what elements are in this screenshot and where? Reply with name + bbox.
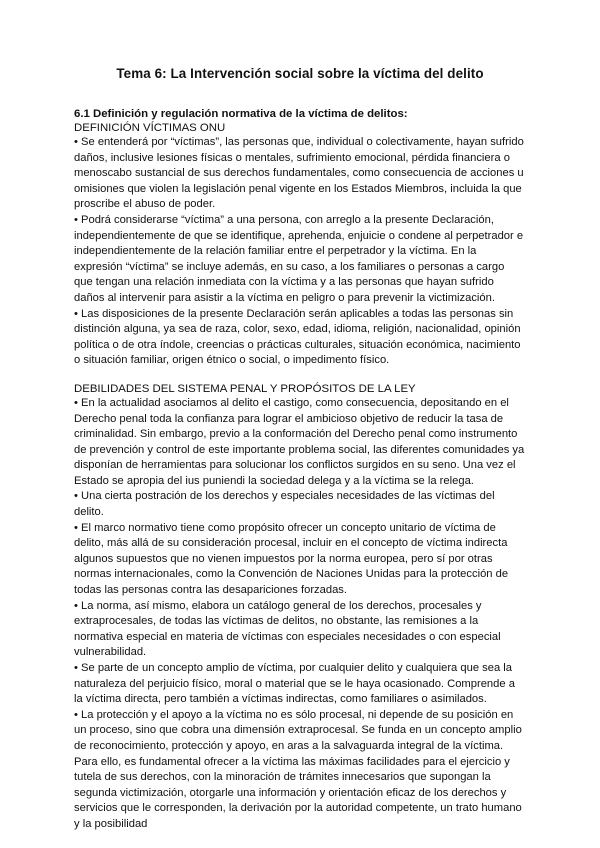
paragraph: • En la actualidad asociamos al delito el castigo, como consecuencia, depositando en el Derecho penal toda la confianza para lograr el ambicioso objetivo de reducir la tasa de criminalidad. Sin embargo, previo a la conformación del Derecho penal como instrumento de prevención y control de este importante problema social, las diferentes comunidades ya disponían de herramientas para solucionar los conflictos surgidos en su seno. Una vez el Estado se apropia del ius puniendi la sociedad delega y a la víctima se la relega. (74, 396, 525, 487)
paragraph: • La norma, así mismo, elabora un catálogo general de los derechos, procesales y extraprocesales, de todas las víctimas de delitos, no obstante, las remisiones a la normativa especial en materia de víctimas con especiales necesidades o con especial vulnerabilidad. (74, 599, 501, 659)
paragraph: • Se entenderá por “víctimas”, las personas que, individual o colectivamente, hayan sufrido daños, inclusive lesiones físicas o mentales, sufrimiento emocional, pérdida financiera o menoscabo sustancial de sus derechos fundamentales, como consecuencia de acciones u omisiones que violen la legislación penal vigente en los Estados Miembros, incluida la que proscribe el abuso de poder. (74, 136, 524, 211)
paragraph: • Las disposiciones de la presente Declaración serán aplicables a todas las personas sin distinción alguna, ya sea de raza, color, sexo, edad, idioma, religión, nacionalidad, opinión política o de otra índole, creencias o prácticas culturales, situación económica, nacimiento o situación familiar, origen étnico o social, o impedimento físico. (74, 307, 521, 367)
paragraph: • La protección y el apoyo a la víctima no es sólo procesal, ni depende de su posición en un proceso, sino que cobra una dimensión extraprocesal. Se funda en un concepto amplio de reconocimiento, protección y apoyo, en aras a la salvaguarda integral de la víctima. Para ello, es fundamental ofrecer a la víctima las máximas facilidades para el ejercicio y tutela de sus derechos, con la minoración de trámites innecesarios que supongan la segunda victimización, otorgarle una información y orientación eficaz de los derechos y servicios que le corresponden, la derivación por la autoridad competente, un trato humano y la posibilidad (74, 708, 522, 830)
paragraph: • Una cierta postración de los derechos y especiales necesidades de las víctimas del delito. (74, 490, 495, 519)
page-title: Tema 6: La Intervención social sobre la víctima del delito (116, 66, 484, 81)
subheading-debilidades: DEBILIDADES DEL SISTEMA PENAL Y PROPÓSITOS DE LA LEY (74, 382, 416, 395)
paragraph: • Podrá considerarse “víctima” a una persona, con arreglo a la presente Declaración, independientemente de que se identifique, aprehenda, enjuicie o condene al perpetrador e independientemente de la relación familiar entre el perpetrador y la víctima. En la expresión “víctima” se incluye además, en su caso, a los familiares o personas a cargo que tengan una relación inmediata con la víctima y a las personas que hayan sufrido daños al intervenir para asistir a la víctima en peligro o para prevenir la victimización. (74, 213, 524, 304)
section-spacer (74, 369, 526, 382)
section-heading: 6.1 Definición y regulación normativa de la víctima de delitos: (74, 108, 408, 120)
paragraph: • Se parte de un concepto amplio de víctima, por cualquier delito y cualquiera que sea la naturaleza del perjuicio físico, moral o material que se le haya ocasionado. Comprende a la víctima directa, pero también a víctimas indirectas, como familiares o asimilados. (74, 662, 515, 706)
subheading-onu: DEFINICIÓN VÍCTIMAS ONU (74, 122, 226, 134)
paragraph: • El marco normativo tiene como propósito ofrecer un concepto unitario de víctima de delito, más allá de su consideración procesal, incluir en el concepto de víctima indirecta algunos supuestos que no vienen impuestos por la norma europea, pero sí por otras normas internacionales, como la Convención de Naciones Unidas para la protección de todas las personas contra las desapariciones forzadas. (74, 521, 509, 597)
